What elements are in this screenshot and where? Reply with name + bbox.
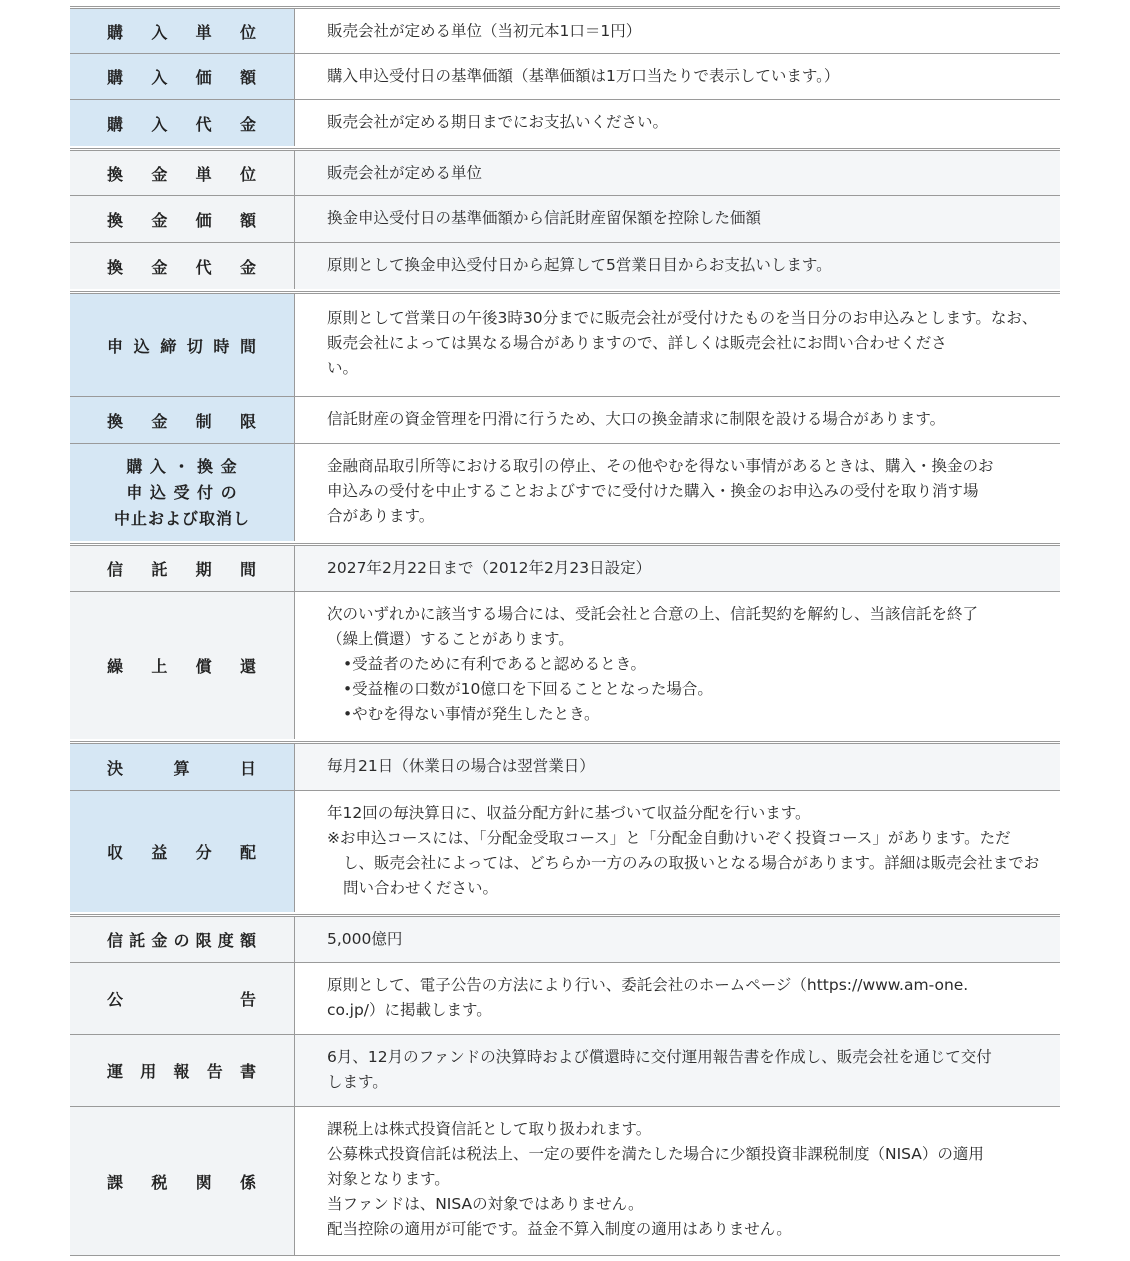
label-char: 上: [151, 657, 169, 676]
row-label: [70, 592, 295, 739]
row-value: [295, 592, 1060, 739]
label-char: 換: [107, 411, 125, 431]
label-char: の: [173, 931, 191, 950]
row-value: [295, 54, 1060, 99]
label-char: 係: [239, 1172, 257, 1192]
value-line: 販売会社が定める単位: [327, 164, 483, 182]
label-char: 税: [151, 1172, 169, 1192]
label-char: 時: [213, 336, 231, 356]
label-char: 換: [107, 210, 125, 230]
label-char: 書: [239, 1062, 257, 1081]
table-row: [70, 243, 1060, 289]
label-char: 価: [195, 68, 213, 87]
row-label: [70, 791, 295, 912]
row-label: [70, 100, 295, 146]
table-row: [70, 791, 1060, 912]
label-char: 価: [195, 210, 213, 230]
terms-group: [70, 543, 1060, 739]
table-row: [70, 151, 1060, 196]
label-char: 告: [239, 990, 257, 1009]
label-char: 換: [107, 257, 125, 277]
label-char: 算: [173, 758, 191, 778]
label-char: 代: [195, 257, 213, 277]
row-label: [70, 1107, 295, 1255]
label-char: 間: [239, 560, 257, 579]
label-char: 締: [160, 336, 178, 356]
terms-group: [70, 6, 1060, 146]
value-line: 販売会社が定める単位（当初元本1口＝1円）: [327, 22, 642, 40]
row-value: [295, 744, 1060, 790]
terms-group: [70, 741, 1060, 912]
row-label: [70, 9, 295, 53]
value-line: 申込みの受付を中止することおよびすでに受付けた購入・換金のお申込みの受付を取り消す場: [327, 482, 979, 500]
row-label: [70, 546, 295, 591]
row-label: [70, 243, 295, 289]
table-row: [70, 444, 1060, 541]
label-char: 入: [151, 22, 169, 42]
label-char: 額: [239, 210, 257, 230]
label-char: 日: [239, 758, 257, 778]
value-line: 信託財産の資金管理を円滑に行うため、大口の換金請求に制限を設ける場合があります。: [327, 410, 946, 428]
label-line: 申 込 受 付 の: [126, 482, 238, 502]
label-line: 購 入 ・ 換 金: [126, 456, 238, 476]
value-line: （繰上償還）することがあります。: [327, 630, 574, 648]
label-char: 公: [107, 990, 125, 1009]
table-row: [70, 546, 1060, 592]
value-line: co.jp/）に掲載します。: [327, 1001, 492, 1019]
value-line: 販売会社が定める期日までにお支払いください。: [327, 113, 669, 131]
row-label: [70, 963, 295, 1034]
label-char: 購: [107, 114, 125, 134]
label-char: 関: [195, 1172, 213, 1192]
row-value: [295, 963, 1060, 1034]
value-line: •やむを得ない事情が発生したとき。: [343, 705, 600, 723]
table-row: [70, 100, 1060, 146]
value-line: 購入申込受付日の基準価額（基準価額は1万口当たりで表示しています。）: [327, 67, 840, 85]
label-char: 運: [107, 1062, 125, 1081]
label-char: 金: [151, 931, 169, 950]
row-label: [70, 444, 295, 541]
fund-terms-table: [70, 6, 1060, 1256]
table-row: [70, 1107, 1060, 1255]
value-line: 次のいずれかに該当する場合には、受託会社と合意の上、信託契約を解約し、当該信託を終了: [327, 605, 979, 623]
label-char: 単: [195, 22, 213, 42]
label-line: 中止および取消し: [113, 508, 250, 528]
row-value: [295, 1035, 1060, 1106]
value-line: 6月、12月のファンドの決算時および償還時に交付運用報告書を作成し、販売会社を通じて交付: [327, 1048, 992, 1066]
value-line: 配当控除の適用が可能です。益金不算入制度の適用はありません。: [327, 1220, 792, 1238]
label-char: 繰: [107, 657, 125, 676]
label-char: 単: [195, 164, 213, 184]
row-value: [295, 917, 1060, 962]
label-char: 間: [239, 336, 257, 356]
table-row: [70, 963, 1060, 1035]
value-line: い。: [327, 359, 359, 377]
value-line: 換金申込受付日の基準価額から信託財産留保額を控除した価額: [327, 209, 762, 227]
label-char: 購: [107, 22, 125, 42]
row-label: [70, 294, 295, 396]
row-value: [295, 196, 1060, 242]
label-char: 決: [107, 758, 125, 778]
label-char: 金: [239, 114, 257, 134]
value-line: 2027年2月22日まで（2012年2月23日設定）: [327, 559, 652, 577]
label-char: 位: [239, 22, 257, 42]
label-char: 償: [195, 657, 213, 676]
label-char: 限: [239, 411, 257, 431]
label-char: 入: [151, 68, 169, 87]
value-line: 合があります。: [327, 507, 435, 525]
label-char: 益: [151, 843, 169, 862]
label-char: 代: [195, 114, 213, 134]
table-row: [70, 592, 1060, 739]
table-row: [70, 917, 1060, 963]
label-char: 入: [151, 114, 169, 134]
label-char: 込: [133, 336, 151, 356]
label-char: 報: [173, 1062, 191, 1081]
value-line: 原則として営業日の午後3時30分までに販売会社が受付けたものを当日分のお申込みとします。なお、販売会社によっては異なる場合がありますので、詳しくは販売会社にお問い合わせくださ: [327, 309, 1038, 352]
row-value: [295, 444, 1060, 541]
table-row: [70, 54, 1060, 100]
row-label: [70, 917, 295, 962]
label-char: 申: [107, 336, 125, 356]
value-line: 毎月21日（休業日の場合は翌営業日）: [327, 757, 595, 775]
value-line: 年12回の毎決算日に、収益分配方針に基づいて収益分配を行います。: [327, 804, 811, 822]
label-char: 限: [195, 931, 213, 950]
label-char: 換: [107, 164, 125, 184]
value-line: •受益権の口数が10億口を下回ることとなった場合。: [343, 680, 713, 698]
table-row: [70, 397, 1060, 444]
row-label: [70, 1035, 295, 1106]
row-value: [295, 1107, 1060, 1255]
label-char: 用: [140, 1062, 158, 1081]
label-char: 金: [151, 411, 169, 431]
row-value: [295, 9, 1060, 53]
terms-group: [70, 291, 1060, 541]
value-line: ※お申込コースには、「分配金受取コース」と「分配金自動けいぞく投資コース」があります。ただし、販売会社によっては、どちらか一方のみの取扱いとなる場合があります。詳細は販売会社までお問い合わせください。: [327, 829, 1040, 897]
terms-group: [70, 914, 1060, 1255]
label-char: 額: [239, 931, 257, 950]
label-char: 信: [107, 931, 125, 950]
value-line: 当ファンドは、NISAの対象ではありません。: [327, 1195, 644, 1213]
row-value: [295, 243, 1060, 289]
label-char: 金: [239, 257, 257, 277]
label-char: 託: [129, 931, 147, 950]
label-char: 告: [206, 1062, 224, 1081]
label-char: 金: [151, 257, 169, 277]
row-value: [295, 100, 1060, 146]
row-value: [295, 397, 1060, 443]
label-char: 分: [195, 843, 213, 862]
label-char: 信: [107, 560, 125, 579]
row-value: [295, 791, 1060, 912]
row-label: [70, 54, 295, 99]
label-char: 金: [151, 164, 169, 184]
label-char: 度: [217, 931, 235, 950]
value-line: 5,000億円: [327, 930, 403, 948]
value-line: 原則として、電子公告の方法により行い、委託会社のホームページ（https://www.am-one.: [327, 976, 969, 994]
table-row: [70, 294, 1060, 397]
value-line: 金融商品取引所等における取引の停止、その他やむを得ない事情があるときは、購入・換金のお: [327, 457, 994, 475]
label-char: 購: [107, 68, 125, 87]
row-value: [295, 294, 1060, 396]
label-char: 金: [151, 210, 169, 230]
row-value: [295, 546, 1060, 591]
value-line: します。: [327, 1073, 388, 1091]
label-char: 切: [186, 336, 204, 356]
label-char: 課: [107, 1172, 125, 1192]
table-row: [70, 744, 1060, 791]
table-row: [70, 196, 1060, 243]
value-line: 原則として換金申込受付日から起算して5営業日目からお支払いします。: [327, 256, 832, 274]
label-char: 配: [239, 843, 257, 862]
label-char: 期: [195, 560, 213, 579]
row-label: [70, 744, 295, 790]
row-value: [295, 151, 1060, 195]
table-row: [70, 9, 1060, 54]
row-label: [70, 397, 295, 443]
label-char: 位: [239, 164, 257, 184]
value-line: 課税上は株式投資信託として取り扱われます。: [327, 1120, 652, 1138]
table-row: [70, 1035, 1060, 1107]
label-char: 額: [239, 68, 257, 87]
row-label: [70, 151, 295, 195]
label-char: 収: [107, 843, 125, 862]
row-label: [70, 196, 295, 242]
table-bottom-rule: [70, 1255, 1060, 1256]
value-line: •受益者のために有利であると認めるとき。: [343, 655, 647, 673]
value-line: 公募株式投資信託は税法上、一定の要件を満たした場合に少額投資非課税制度（NISA）の適用: [327, 1145, 984, 1163]
label-char: 還: [239, 657, 257, 676]
value-line: 対象となります。: [327, 1170, 450, 1188]
label-char: 制: [195, 411, 213, 431]
terms-group: [70, 148, 1060, 289]
label-char: 託: [151, 560, 169, 579]
